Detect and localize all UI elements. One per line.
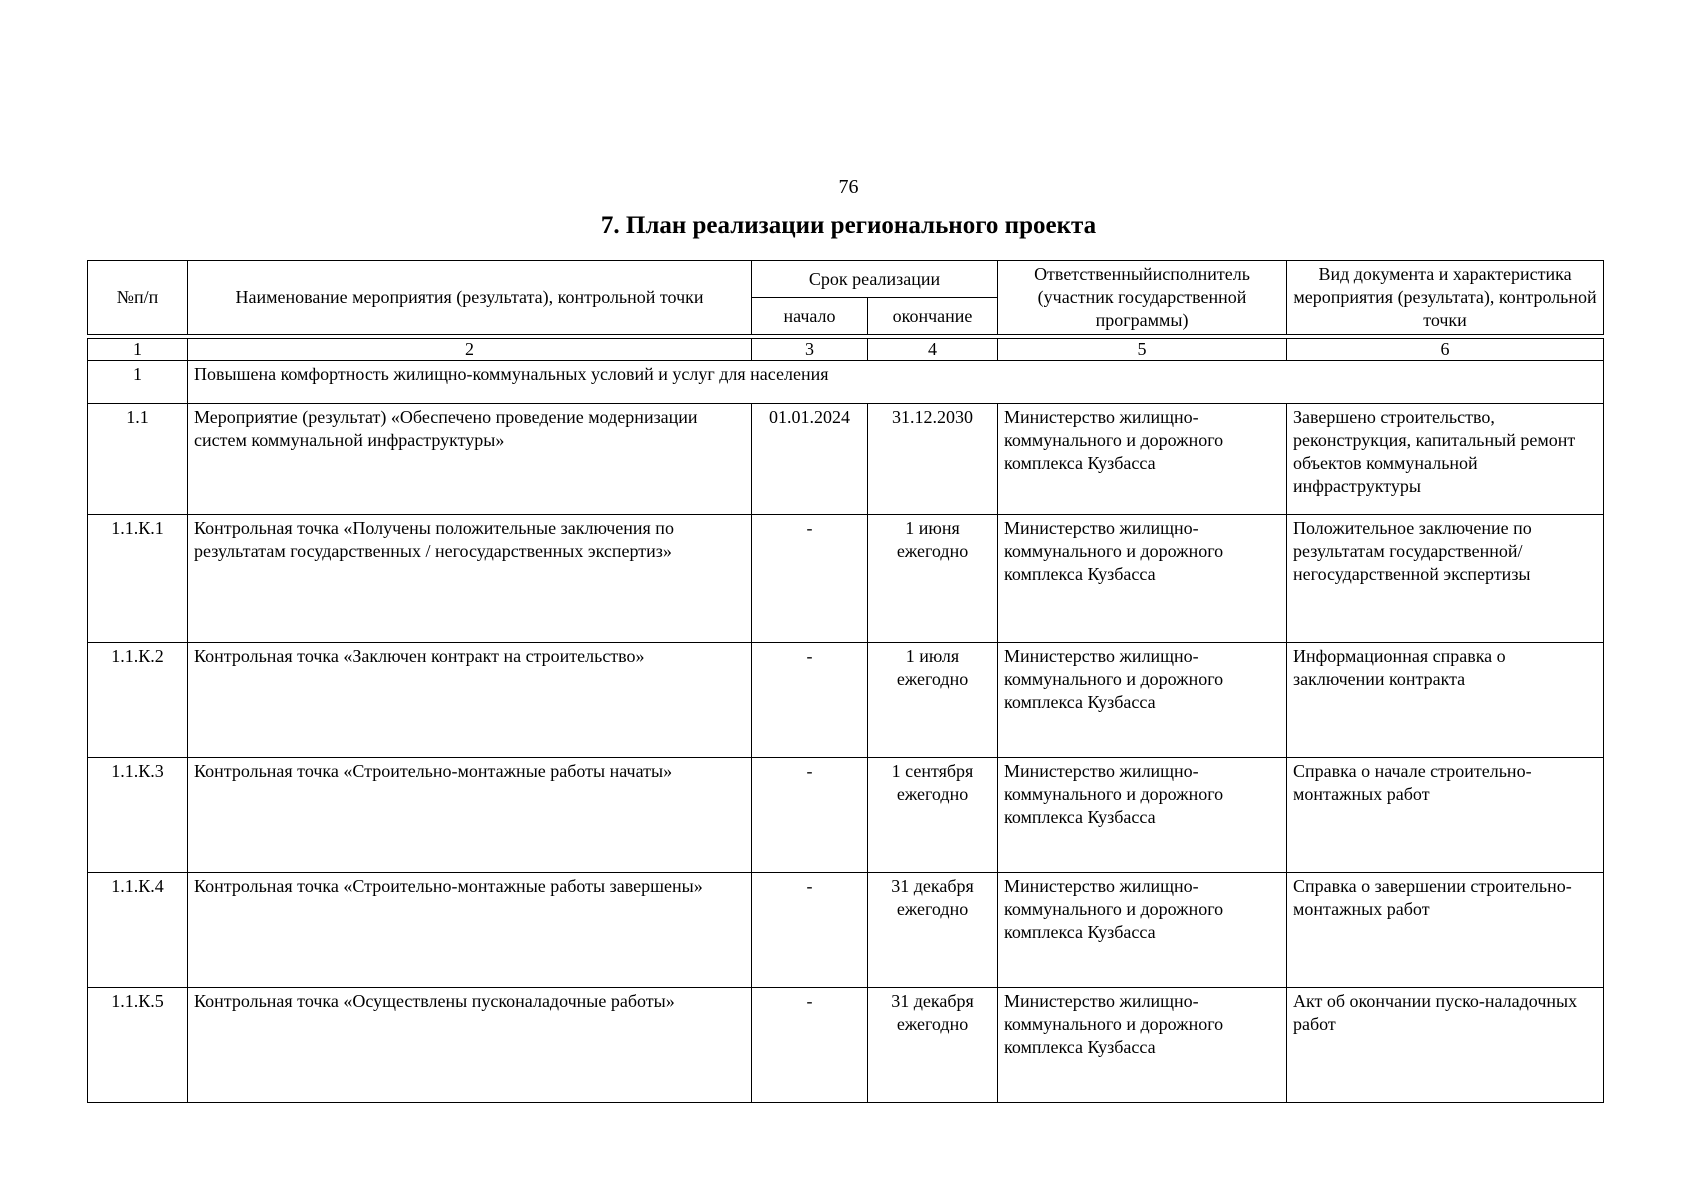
column-number: 2 xyxy=(188,339,752,361)
row-doc: Информационная справка о заключении контракта xyxy=(1287,643,1604,758)
page-number: 76 xyxy=(838,176,859,198)
row-doc: Акт об окончании пуско-наладочных работ xyxy=(1287,988,1604,1103)
header-doc-type: Вид документа и характеристика мероприятия (результата), контрольной точки xyxy=(1287,261,1604,335)
row-doc: Завершено строительство, реконструкция, капитальный ремонт объектов коммунальной инфраструктуры xyxy=(1287,404,1604,515)
row-end: 31.12.2030 xyxy=(868,404,998,515)
row-responsible: Министерство жилищно-коммунального и дорожного комплекса Кузбасса xyxy=(998,988,1287,1103)
row-name: Контрольная точка «Заключен контракт на строительство» xyxy=(188,643,752,758)
table-row xyxy=(88,643,1604,758)
row-num: 1.1 xyxy=(88,404,188,515)
section-row xyxy=(88,361,1604,404)
column-number: 5 xyxy=(998,339,1287,361)
row-num: 1.1.К.1 xyxy=(88,515,188,643)
column-numbers-row xyxy=(88,339,1604,361)
row-end: 31 декабря ежегодно xyxy=(868,988,998,1103)
row-name: Контрольная точка «Осуществлены пусконаладочные работы» xyxy=(188,988,752,1103)
row-responsible: Министерство жилищно-коммунального и дорожного комплекса Кузбасса xyxy=(998,515,1287,643)
row-responsible: Министерство жилищно-коммунального и дорожного комплекса Кузбасса xyxy=(998,643,1287,758)
header-start: начало xyxy=(752,298,868,335)
table-row xyxy=(88,404,1604,515)
header-name: Наименование мероприятия (результата), контрольной точки xyxy=(188,261,752,335)
row-doc: Положительное заключение по результатам государственной/ негосударственной экспертизы xyxy=(1287,515,1604,643)
column-number: 1 xyxy=(88,339,188,361)
row-name: Контрольная точка «Получены положительные заключения по результатам государственных / негосударственных экспертиз» xyxy=(188,515,752,643)
table-header xyxy=(88,261,1604,339)
row-responsible: Министерство жилищно-коммунального и дорожного комплекса Кузбасса xyxy=(998,758,1287,873)
table-row xyxy=(88,758,1604,873)
table-row xyxy=(88,873,1604,988)
column-number: 6 xyxy=(1287,339,1604,361)
row-end: 1 сентября ежегодно xyxy=(868,758,998,873)
header-period: Срок реализации xyxy=(752,261,998,298)
row-name: Мероприятие (результат) «Обеспечено проведение модернизации систем коммунальной инфраструктуры» xyxy=(188,404,752,515)
row-num: 1.1.К.3 xyxy=(88,758,188,873)
header-responsible: Ответственныйисполнитель (участник государственной программы) xyxy=(998,261,1287,335)
header-end: окончание xyxy=(868,298,998,335)
row-name: Контрольная точка «Строительно-монтажные работы начаты» xyxy=(188,758,752,873)
row-doc: Справка о завершении строительно-монтажных работ xyxy=(1287,873,1604,988)
header-num: №п/п xyxy=(88,261,188,335)
row-num: 1.1.К.2 xyxy=(88,643,188,758)
row-end: 31 декабря ежегодно xyxy=(868,873,998,988)
row-start: - xyxy=(752,515,868,643)
row-doc: Справка о начале строительно-монтажных работ xyxy=(1287,758,1604,873)
row-end: 1 июня ежегодно xyxy=(868,515,998,643)
page-title: 7. План реализации регионального проекта xyxy=(600,212,1097,239)
section-num: 1 xyxy=(88,361,188,404)
row-start: - xyxy=(752,988,868,1103)
column-number: 4 xyxy=(868,339,998,361)
table-row xyxy=(88,515,1604,643)
table-body xyxy=(88,339,1604,1103)
header-row-top xyxy=(88,261,1604,298)
table-row xyxy=(88,988,1604,1103)
column-number: 3 xyxy=(752,339,868,361)
row-num: 1.1.К.5 xyxy=(88,988,188,1103)
implementation-plan-table xyxy=(87,260,1604,1103)
row-start: - xyxy=(752,643,868,758)
row-start: - xyxy=(752,758,868,873)
row-end: 1 июля ежегодно xyxy=(868,643,998,758)
row-start: - xyxy=(752,873,868,988)
row-start: 01.01.2024 xyxy=(752,404,868,515)
row-responsible: Министерство жилищно-коммунального и дорожного комплекса Кузбасса xyxy=(998,404,1287,515)
row-responsible: Министерство жилищно-коммунального и дорожного комплекса Кузбасса xyxy=(998,873,1287,988)
row-num: 1.1.К.4 xyxy=(88,873,188,988)
section-title: Повышена комфортность жилищно-коммунальных условий и услуг для населения xyxy=(188,361,1604,404)
row-name: Контрольная точка «Строительно-монтажные работы завершены» xyxy=(188,873,752,988)
